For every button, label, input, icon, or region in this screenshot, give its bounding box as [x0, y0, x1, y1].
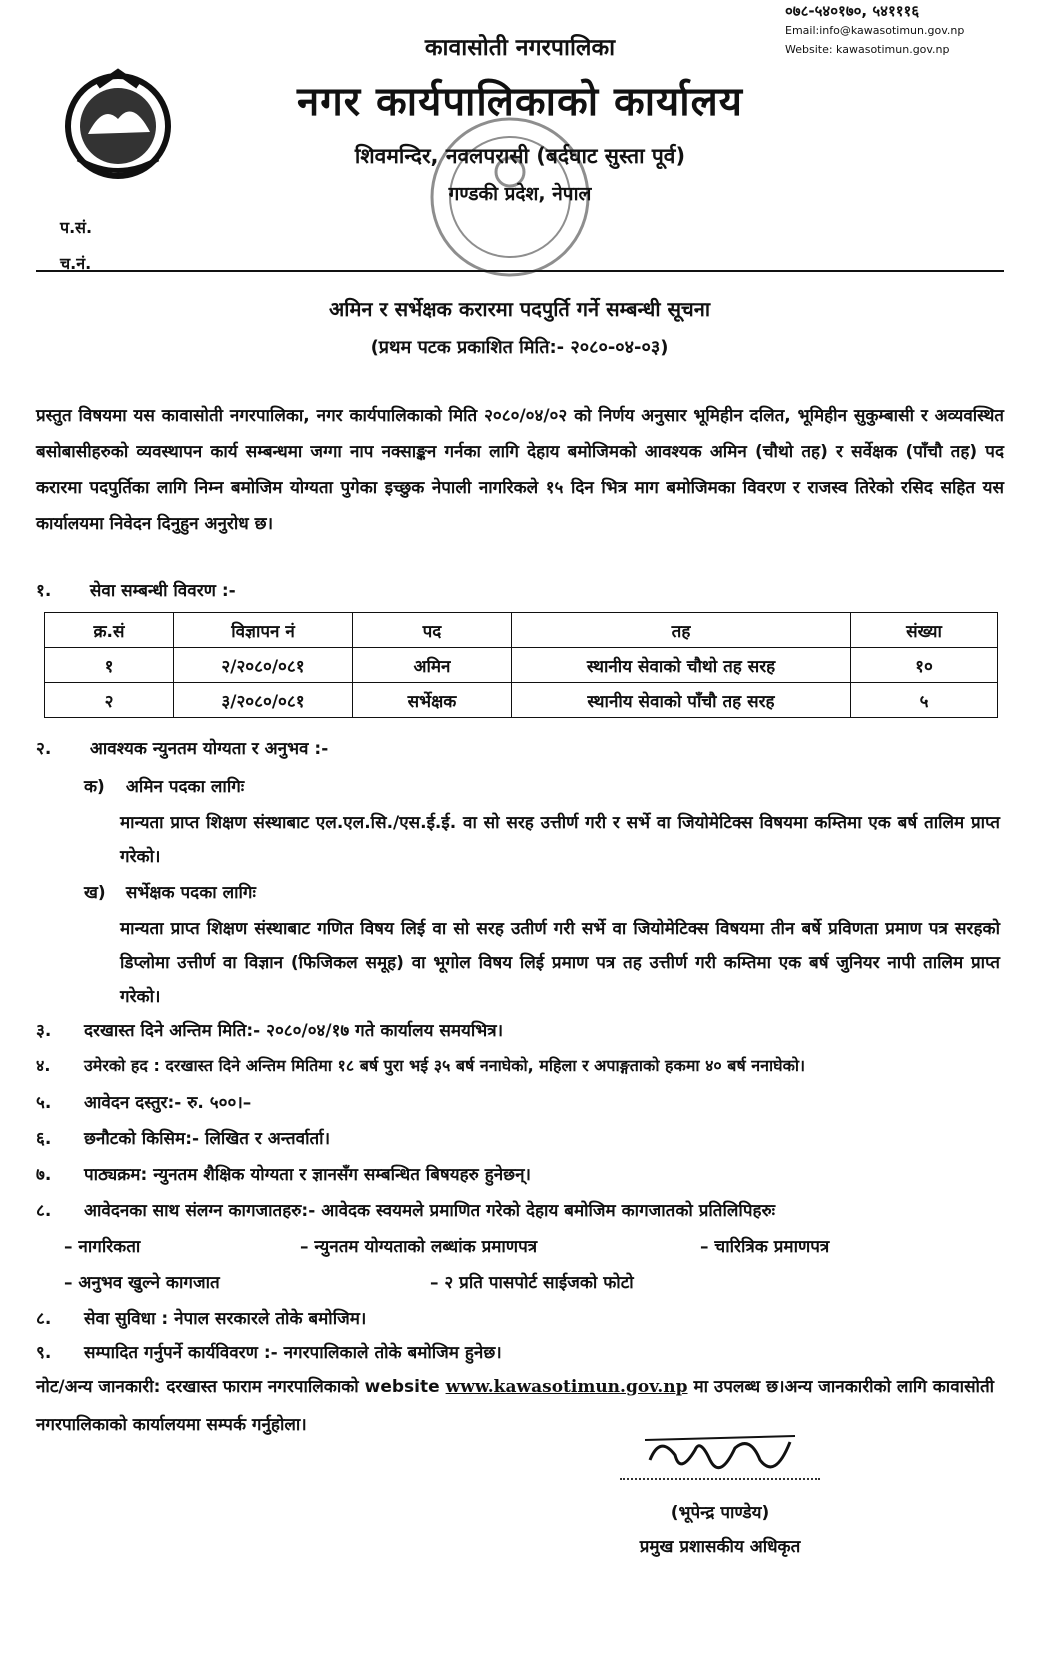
surveyor-subheading — [84, 880, 256, 903]
item-number: ८. — [36, 1201, 52, 1221]
signature-line — [620, 1478, 820, 1480]
document-item: – नागरिकता — [64, 1237, 141, 1257]
municipality-name: कावासोती नगरपालिका — [424, 35, 616, 61]
website-link[interactable]: www.kawasotimun.gov.np — [445, 1377, 688, 1397]
item-text: उमेरको हद : दरखास्त दिने अन्तिम मितिमा १८ बर्ष पुरा भई ३५ बर्ष ननाघेको, महिला र अपाङ्गताको हकमा ४० बर्ष ननाघेको। — [84, 1056, 806, 1075]
table-cell: स्थानीय सेवाको पाँचौ तह सरह — [512, 683, 851, 718]
notice-subtitle: (प्रथम पटक प्रकाशित मिति:- २०८०-०४-०३) — [370, 337, 669, 358]
list-item — [36, 1090, 251, 1113]
table-cell: ३/२०८०/०८१ — [174, 683, 353, 718]
signature-icon — [640, 1430, 800, 1490]
table-cell: १ — [45, 648, 174, 683]
list-item — [36, 1306, 366, 1329]
list-item — [36, 1162, 531, 1185]
table-cell: ५ — [851, 683, 998, 718]
intro-paragraph: प्रस्तुत विषयमा यस कावासोती नगरपालिका, नगर कार्यपालिकाको मिति २०८०/०४/०२ को निर्णय अनुसार भूमिहीन दलित, भूमिहीन सुकुम्बासी र अव्यवस्थित बसोबासीहरुको व्यवस्थापन कार्य सम्बन्धमा जग्गा नाप नक्साङ्कन गर्नका लागि देहाय बमोजिमको आवश्यक अमिन (चौथो तह) र सर्वेक्षक (पाँचौ तह) पद करारमा पदपुर्तिका लागि निम्न बमोजिम योग्यता पुगेका इच्छुक नेपाली नागरिकले १५ दिन भित्र माग बमोजिमका विवरण र राजस्व तिरेको रसिद सहित यस कार्यालयमा निवेदन दिनुहुन अनुरोध छ। — [36, 406, 1004, 534]
item-text: आवेदन दस्तुर:- रु. ५००।– — [84, 1093, 252, 1113]
list-item — [36, 1018, 503, 1041]
list-item — [36, 1198, 775, 1221]
table-cell: सर्भेक्षक — [353, 683, 512, 718]
item-text: आवेदनका साथ संलग्न कागजातहरु:- आवेदक स्वयमले प्रमाणित गरेको देहाय बमोजिम कागजातको प्रतिलिपिहरुः — [84, 1201, 776, 1221]
document-item: – अनुभव खुल्ने कागजात — [64, 1273, 220, 1293]
column-header: पद — [353, 613, 512, 648]
note-suffix: मा उपलब्ध छ।अन्य जानकारीको लागि कावासोती नगरपालिकाको कार्यालयमा सम्पर्क गर्नुहोला। — [36, 1377, 995, 1435]
email-text: Email:info@kawasotimun.gov.np — [785, 24, 965, 37]
document-item: – न्युनतम योग्यताको लब्धांक प्रमाणपत्र — [300, 1237, 538, 1257]
notice-title: अमिन र सर्भेक्षक करारमा पदपुर्ति गर्ने सम्बन्धी सूचना — [329, 297, 710, 321]
table-row — [45, 683, 998, 718]
table-header-row — [45, 613, 998, 648]
item-number: ७. — [36, 1165, 52, 1185]
item-text: दरखास्त दिने अन्तिम मिति:- २०८०/०४/१७ गते कार्यालय समयभित्र। — [84, 1021, 504, 1041]
signatory-block — [600, 1496, 840, 1564]
signatory-name: (भूपेन्द्र पाण्डेय) — [670, 1503, 770, 1523]
table-cell: १० — [851, 648, 998, 683]
ref-number-label: प.सं. — [60, 218, 93, 237]
sub-title: सर्भेक्षक पदका लागिः — [125, 883, 256, 903]
item-number: ४. — [36, 1056, 51, 1075]
note-prefix: नोट/अन्य जानकारी: दरखास्त फाराम नगरपालिकाको website — [36, 1377, 446, 1397]
column-header: संख्या — [851, 613, 998, 648]
sub-label: क) — [84, 777, 105, 797]
table-cell: स्थानीय सेवाको चौथो तह सरह — [512, 648, 851, 683]
website-text: Website: kawasotimun.gov.np — [785, 43, 950, 56]
header-divider — [36, 270, 1004, 272]
section-number: २. — [36, 739, 52, 759]
sub-label: ख) — [84, 883, 106, 903]
item-number: ८. — [36, 1309, 52, 1329]
item-number: ३. — [36, 1021, 52, 1041]
section-1-heading — [36, 578, 236, 601]
document-item: – चारित्रिक प्रमाणपत्र — [700, 1237, 830, 1257]
office-name: नगर कार्यपालिकाको कार्यालय — [297, 79, 743, 125]
item-number: ९. — [36, 1343, 52, 1363]
note-paragraph — [36, 1368, 1004, 1444]
item-number: ६. — [36, 1129, 52, 1149]
list-item — [36, 1054, 805, 1076]
section-2-heading — [36, 736, 328, 759]
column-header: तह — [512, 613, 851, 648]
list-item — [36, 1126, 330, 1149]
list-item — [36, 1340, 502, 1363]
table-cell: २ — [45, 683, 174, 718]
amin-subheading — [84, 774, 244, 797]
phone-number: ०७८-५४०१७०, ५४१११६ — [785, 2, 920, 20]
item-text: सेवा सुविधा : नेपाल सरकारले तोके बमोजिम। — [84, 1309, 367, 1329]
table-row — [45, 648, 998, 683]
item-text: पाठ्यक्रम: न्युनतम शैक्षिक योग्यता र ज्ञानसँग सम्बन्धित बिषयहरु हुनेछन्। — [84, 1165, 531, 1185]
nepal-emblem-icon — [58, 64, 178, 184]
document-item: – २ प्रति पासपोर्ट साईजको फोटो — [430, 1273, 634, 1293]
dispatch-number-label: च.नं. — [60, 254, 92, 273]
item-number: ५. — [36, 1093, 52, 1113]
surveyor-qualification: मान्यता प्राप्त शिक्षण संस्थाबाट गणित विषय लिई वा सो सरह उतीर्ण गरी सर्भे वा जियोमेटिक्स विषयमा तीन बर्षे प्रविणता प्रमाण पत्र सरहको डिप्लोमा उत्तीर्ण वा विज्ञान (फिजिकल समूह) वा भूगोल विषय लिई प्रमाण पत्र तह उत्तीर्ण गरी कम्तिमा एक बर्ष जुनियर नापी तालिम प्राप्त गरेको। — [120, 919, 1000, 1007]
service-table — [44, 612, 998, 718]
amin-qualification: मान्यता प्राप्त शिक्षण संस्थाबाट एल.एल.सि./एस.ई.ई. वा सो सरह उत्तीर्ण गरी र सर्भे वा जियोमेटिक्स विषयमा कम्तिमा एक बर्ष तालिम प्राप्त गरेको। — [120, 813, 1000, 867]
column-header: क्र.सं — [45, 613, 174, 648]
section-number: १. — [36, 581, 52, 601]
table-cell: २/२०८०/०८१ — [174, 648, 353, 683]
item-text: छनौटको किसिम:- लिखित र अन्तर्वार्ता। — [84, 1129, 331, 1149]
sub-title: अमिन पदका लागिः — [125, 777, 245, 797]
office-address: शिवमन्दिर, नवलपरासी (बर्दघाट सुस्ता पूर्व) — [354, 144, 686, 168]
section-title: सेवा सम्बन्धी विवरण :- — [89, 581, 236, 601]
item-text: सम्पादित गर्नुपर्ने कार्यविवरण :- नगरपालिकाले तोके बमोजिम हुनेछ। — [84, 1343, 502, 1363]
column-header: विज्ञापन नं — [174, 613, 353, 648]
section-title: आवश्यक न्युनतम योग्यता र अनुभव :- — [89, 739, 329, 759]
table-cell: अमिन — [353, 648, 512, 683]
signatory-title: प्रमुख प्रशासकीय अधिकृत — [639, 1537, 801, 1557]
province-text: गण्डकी प्रदेश, नेपाल — [448, 183, 592, 205]
